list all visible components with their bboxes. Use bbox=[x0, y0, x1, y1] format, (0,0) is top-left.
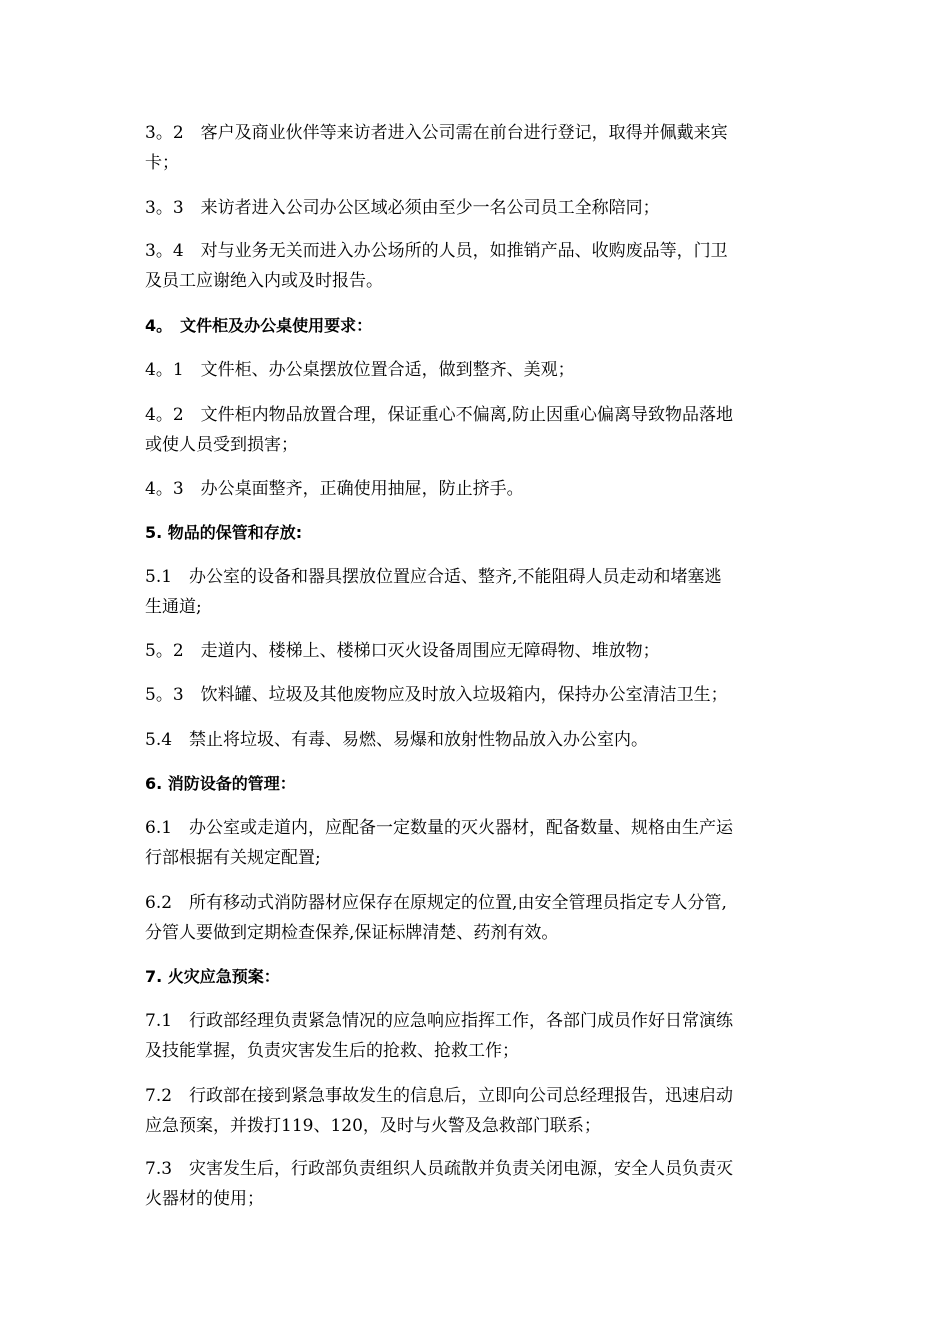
clause-5-2: 5。2 走道内、楼梯上、楼梯口灭火设备周围应无障碍物、堆放物； bbox=[145, 641, 660, 661]
clause-6-1-line2: 行部根据有关规定配置; bbox=[145, 848, 321, 868]
section-6-heading: 6. 消防设备的管理： bbox=[145, 774, 296, 793]
clause-3-4-line2: 及员工应谢绝入内或及时报告。 bbox=[145, 271, 383, 291]
section-7-heading: 7. 火灾应急预案： bbox=[145, 967, 280, 986]
clause-5-1-line1: 5.1 办公室的设备和器具摆放位置应合适、整齐,不能阻碍人员走动和堵塞逃 bbox=[145, 567, 722, 587]
clause-3-4-line1: 3。4 对与业务无关而进入办公场所的人员，如推销产品、收购废品等，门卫 bbox=[145, 241, 728, 261]
clause-7-3-line2: 火器材的使用； bbox=[145, 1189, 264, 1209]
clause-4-2-line2: 或使人员受到损害； bbox=[145, 435, 298, 455]
clause-3-2-line1: 3。2 客户及商业伙伴等来访者进入公司需在前台进行登记，取得并佩戴来宾 bbox=[145, 123, 728, 143]
section-5-heading: 5. 物品的保管和存放: bbox=[145, 523, 303, 542]
clause-7-1-line1: 7.1 行政部经理负责紧急情况的应急响应指挥工作，各部门成员作好日常演练 bbox=[145, 1011, 734, 1031]
clause-7-2-line1: 7.2 行政部在接到紧急事故发生的信息后，立即向公司总经理报告，迅速启动 bbox=[145, 1086, 734, 1106]
clause-7-3-line1: 7.3 灾害发生后，行政部负责组织人员疏散并负责关闭电源，安全人员负责灭 bbox=[145, 1159, 734, 1179]
clause-4-2-line1: 4。2 文件柜内物品放置合理，保证重心不偏离,防止因重心偏离导致物品落地 bbox=[145, 405, 734, 425]
clause-7-2-line2: 应急预案，并拨打119、120，及时与火警及急救部门联系； bbox=[145, 1116, 601, 1136]
clause-3-3: 3。3 来访者进入公司办公区域必须由至少一名公司员工全称陪同； bbox=[145, 198, 660, 218]
clause-4-1: 4。1 文件柜、办公桌摆放位置合适，做到整齐、美观； bbox=[145, 360, 575, 380]
clause-6-2-line2: 分管人要做到定期检查保养,保证标牌清楚、药剂有效。 bbox=[145, 923, 559, 943]
clause-6-1-line1: 6.1 办公室或走道内，应配备一定数量的灭火器材，配备数量、规格由生产运 bbox=[145, 818, 734, 838]
clause-5-1-line2: 生通道; bbox=[145, 597, 202, 617]
clause-3-2-line2: 卡； bbox=[145, 153, 179, 173]
clause-5-4: 5.4 禁止将垃圾、有毒、易燃、易爆和放射性物品放入办公室内。 bbox=[145, 730, 649, 750]
section-4-heading: 4。 文件柜及办公桌使用要求： bbox=[145, 316, 373, 335]
clause-4-3: 4。3 办公桌面整齐，正确使用抽屉，防止挤手。 bbox=[145, 479, 524, 499]
clause-6-2-line1: 6.2 所有移动式消防器材应保存在原规定的位置,由安全管理员指定专人分管, bbox=[145, 893, 727, 913]
clause-7-1-line2: 及技能掌握，负责灾害发生后的抢救、抢救工作； bbox=[145, 1041, 519, 1061]
clause-5-3: 5。3 饮料罐、垃圾及其他废物应及时放入垃圾箱内，保持办公室清洁卫生； bbox=[145, 685, 728, 705]
